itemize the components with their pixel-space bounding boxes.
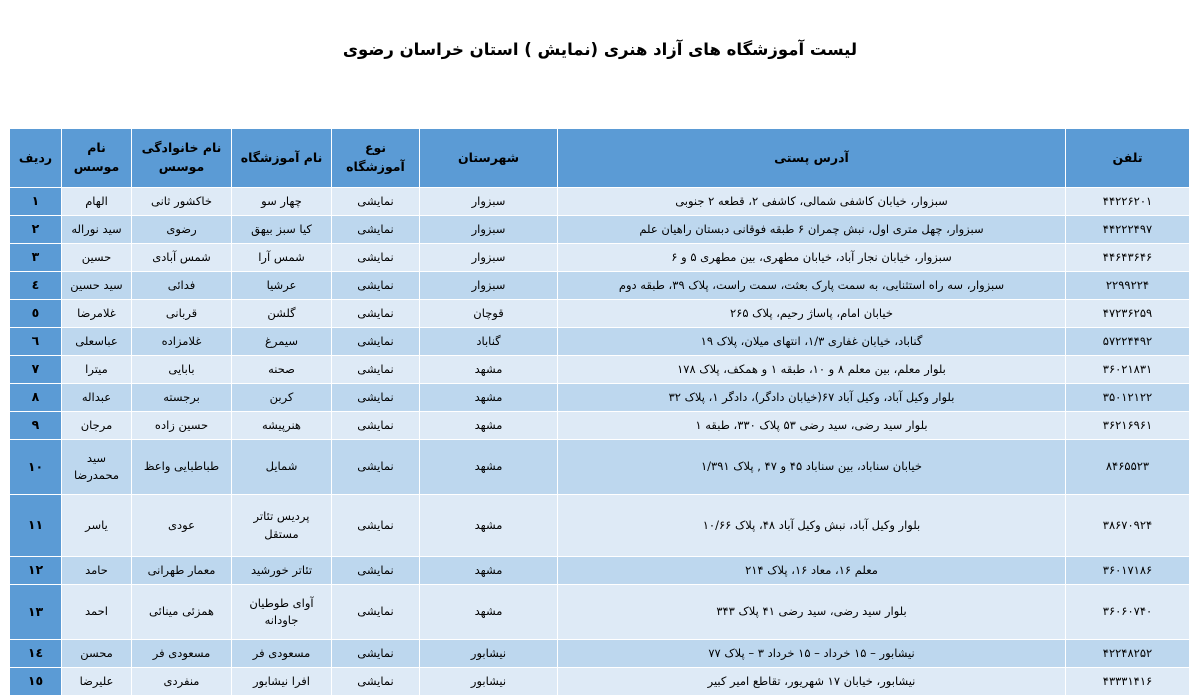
cell-radif: ۱۰	[10, 440, 62, 495]
cell-phone: ۴۴۶۴۳۶۴۶	[1066, 244, 1190, 272]
cell-address: سبزوار، سه راه استثنایی، به سمت پارک بعثت، سمت راست، پلاک ۳۹، طبقه دوم	[558, 272, 1066, 300]
cell-founder-last-name: شمس آبادی	[132, 244, 232, 272]
cell-radif: ۹	[10, 412, 62, 440]
schools-table	[9, 128, 1190, 696]
cell-address: خیابان سناباد، بین سناباد ۴۵ و ۴۷ , پلاک ۱/۳۹۱	[558, 440, 1066, 495]
cell-founder-last-name: رضوی	[132, 216, 232, 244]
cell-address: خیابان امام، پاساژ رحیم، پلاک ۲۶۵	[558, 300, 1066, 328]
cell-city: گناباد	[420, 328, 558, 356]
cell-radif: ۸	[10, 384, 62, 412]
column-header-phone: تلفن	[1066, 129, 1190, 188]
cell-address: نیشابور – ۱۵ خرداد – ۱۵ خرداد ۳ – پلاک ۷۷	[558, 640, 1066, 668]
cell-school-name: شمایل	[232, 440, 332, 495]
cell-founder-last-name: حسین زاده	[132, 412, 232, 440]
cell-school-name: عرشیا	[232, 272, 332, 300]
cell-school-name: صحنه	[232, 356, 332, 384]
cell-founder-last-name: غلامزاده	[132, 328, 232, 356]
cell-city: نیشابور	[420, 640, 558, 668]
cell-school-name: هنرپیشه	[232, 412, 332, 440]
cell-school-name: گلشن	[232, 300, 332, 328]
cell-school-type: نمایشی	[332, 440, 420, 495]
column-header-address: آدرس پستی	[558, 129, 1066, 188]
cell-school-type: نمایشی	[332, 356, 420, 384]
cell-phone: ۵۷۲۲۴۴۹۲	[1066, 328, 1190, 356]
cell-city: مشهد	[420, 412, 558, 440]
cell-school-name: آوای طوطیان جاودانه	[232, 585, 332, 640]
cell-city: مشهد	[420, 557, 558, 585]
cell-city: سبزوار	[420, 244, 558, 272]
cell-founder-last-name: معمار طهرانی	[132, 557, 232, 585]
cell-school-type: نمایشی	[332, 557, 420, 585]
cell-founder-first-name: حامد	[62, 557, 132, 585]
cell-city: سبزوار	[420, 272, 558, 300]
cell-phone: ۲۲۹۹۲۲۴	[1066, 272, 1190, 300]
cell-address: بلوار معلم، بین معلم ۸ و ۱۰، طبقه ۱ و همکف، پلاک ۱۷۸	[558, 356, 1066, 384]
cell-radif: ۷	[10, 356, 62, 384]
cell-city: مشهد	[420, 585, 558, 640]
table-header	[10, 129, 1190, 188]
table-row	[10, 188, 1190, 216]
table-row	[10, 412, 1190, 440]
cell-school-name: افرا نیشابور	[232, 668, 332, 696]
cell-phone: ۳۶۰۱۷۱۸۶	[1066, 557, 1190, 585]
cell-school-name: تئاتر خورشید	[232, 557, 332, 585]
column-header-first-name: نام موسس	[62, 129, 132, 188]
cell-school-name: پردیس تئاتر مستقل	[232, 495, 332, 557]
cell-school-type: نمایشی	[332, 300, 420, 328]
cell-radif: ٥	[10, 300, 62, 328]
cell-founder-last-name: بابایی	[132, 356, 232, 384]
cell-radif: ۱٤	[10, 640, 62, 668]
cell-phone: ۳۶۰۶۰۷۴۰	[1066, 585, 1190, 640]
cell-founder-first-name: سید محمدرضا	[62, 440, 132, 495]
cell-phone: ۳۸۶۷۰۹۲۴	[1066, 495, 1190, 557]
cell-founder-last-name: برجسته	[132, 384, 232, 412]
cell-radif: ۱۲	[10, 557, 62, 585]
cell-city: مشهد	[420, 384, 558, 412]
cell-address: معلم ۱۶، معاد ۱۶، پلاک ۲۱۴	[558, 557, 1066, 585]
table-row	[10, 495, 1190, 557]
table-row	[10, 328, 1190, 356]
cell-school-name: کربن	[232, 384, 332, 412]
cell-founder-last-name: قربانی	[132, 300, 232, 328]
cell-founder-first-name: میترا	[62, 356, 132, 384]
table-row	[10, 585, 1190, 640]
cell-founder-first-name: سید نوراله	[62, 216, 132, 244]
column-header-city: شهرستان	[420, 129, 558, 188]
cell-school-name: شمس آرا	[232, 244, 332, 272]
cell-school-type: نمایشی	[332, 188, 420, 216]
table-row	[10, 356, 1190, 384]
cell-founder-first-name: مرجان	[62, 412, 132, 440]
cell-founder-first-name: حسین	[62, 244, 132, 272]
cell-school-type: نمایشی	[332, 216, 420, 244]
cell-city: مشهد	[420, 356, 558, 384]
cell-founder-last-name: همزئی مینائی	[132, 585, 232, 640]
cell-city: مشهد	[420, 495, 558, 557]
column-header-school-name: نام آموزشگاه	[232, 129, 332, 188]
cell-founder-first-name: عباسعلی	[62, 328, 132, 356]
cell-school-type: نمایشی	[332, 272, 420, 300]
table-row	[10, 384, 1190, 412]
cell-phone: ۳۵۰۱۲۱۲۲	[1066, 384, 1190, 412]
cell-city: نیشابور	[420, 668, 558, 696]
table-row	[10, 216, 1190, 244]
table-row	[10, 244, 1190, 272]
cell-radif: ۱۳	[10, 585, 62, 640]
cell-school-type: نمایشی	[332, 668, 420, 696]
cell-address: سبزوار، خیابان کاشفی شمالی، کاشفی ۲، قطعه ۲ جنوبی	[558, 188, 1066, 216]
cell-radif: ٤	[10, 272, 62, 300]
cell-founder-first-name: یاسر	[62, 495, 132, 557]
cell-radif: ۲	[10, 216, 62, 244]
cell-phone: ۴۴۲۲۶۲۰۱	[1066, 188, 1190, 216]
cell-radif: ۱۱	[10, 495, 62, 557]
table-row	[10, 272, 1190, 300]
cell-phone: ۴۴۲۲۲۴۹۷	[1066, 216, 1190, 244]
table-row	[10, 640, 1190, 668]
cell-phone: ۳۶۲۱۶۹۶۱	[1066, 412, 1190, 440]
cell-school-name: مسعودی فر	[232, 640, 332, 668]
cell-school-type: نمایشی	[332, 328, 420, 356]
cell-radif: ۳	[10, 244, 62, 272]
table-row	[10, 557, 1190, 585]
cell-founder-first-name: عبداله	[62, 384, 132, 412]
cell-phone: ۴۷۲۳۶۲۵۹	[1066, 300, 1190, 328]
table-container	[10, 128, 1190, 696]
page-title: لیست آموزشگاه های آزاد هنری (نمایش ) استان خراسان رضوی	[342, 40, 858, 59]
cell-address: نیشابور، خیابان ۱۷ شهریور، تقاطع امیر کبیر	[558, 668, 1066, 696]
cell-school-name: چهار سو	[232, 188, 332, 216]
cell-phone: ۸۴۶۵۵۲۳	[1066, 440, 1190, 495]
cell-city: سبزوار	[420, 188, 558, 216]
table-row	[10, 300, 1190, 328]
cell-founder-first-name: الهام	[62, 188, 132, 216]
cell-founder-first-name: غلامرضا	[62, 300, 132, 328]
cell-school-type: نمایشی	[332, 244, 420, 272]
cell-founder-last-name: فدائی	[132, 272, 232, 300]
header-row	[10, 129, 1190, 188]
column-header-radif: ردیف	[10, 129, 62, 188]
cell-address: گناباد، خیابان غفاری ۱/۳، انتهای میلان، پلاک ۱۹	[558, 328, 1066, 356]
cell-school-name: سیمرغ	[232, 328, 332, 356]
table-row	[10, 668, 1190, 696]
cell-founder-last-name: عودی	[132, 495, 232, 557]
cell-radif: ۱٥	[10, 668, 62, 696]
cell-radif: ۱	[10, 188, 62, 216]
cell-address: سبزوار، چهل متری اول، نبش چمران ۶ طبقه فوقانی دبستان راهیان علم	[558, 216, 1066, 244]
cell-founder-last-name: منفردی	[132, 668, 232, 696]
cell-school-type: نمایشی	[332, 412, 420, 440]
cell-phone: ۴۳۳۳۱۴۱۶	[1066, 668, 1190, 696]
cell-school-type: نمایشی	[332, 384, 420, 412]
table-row	[10, 440, 1190, 495]
cell-school-type: نمایشی	[332, 640, 420, 668]
cell-address: بلوار سید رضی، سید رضی ۴۱ پلاک ۳۴۳	[558, 585, 1066, 640]
cell-address: بلوار وکیل آباد، نبش وکیل آباد ۴۸، پلاک ۱۰/۶۶	[558, 495, 1066, 557]
cell-city: قوچان	[420, 300, 558, 328]
cell-phone: ۳۶۰۲۱۸۳۱	[1066, 356, 1190, 384]
cell-founder-last-name: خاکشور ثانی	[132, 188, 232, 216]
cell-phone: ۴۲۲۴۸۲۵۲	[1066, 640, 1190, 668]
cell-address: بلوار وکیل آباد، وکیل آباد ۶۷(خیابان دادگر)، دادگر ۱، پلاک ۳۲	[558, 384, 1066, 412]
column-header-school-type: نوع آموزشگاه	[332, 129, 420, 188]
cell-founder-last-name: طباطبایی واعظ	[132, 440, 232, 495]
cell-founder-last-name: مسعودی فر	[132, 640, 232, 668]
cell-address: بلوار سید رضی، سید رضی ۵۳ پلاک ۳۳۰، طبقه ۱	[558, 412, 1066, 440]
cell-founder-first-name: احمد	[62, 585, 132, 640]
table-body	[10, 188, 1190, 696]
cell-founder-first-name: محسن	[62, 640, 132, 668]
cell-founder-first-name: علیرضا	[62, 668, 132, 696]
column-header-last-name: نام خانوادگی موسس	[132, 129, 232, 188]
cell-radif: ٦	[10, 328, 62, 356]
cell-address: سبزوار، خیابان نجار آباد، خیابان مطهری، بین مطهری ۵ و ۶	[558, 244, 1066, 272]
cell-founder-first-name: سید حسین	[62, 272, 132, 300]
cell-school-type: نمایشی	[332, 585, 420, 640]
cell-school-type: نمایشی	[332, 495, 420, 557]
cell-city: سبزوار	[420, 216, 558, 244]
cell-city: مشهد	[420, 440, 558, 495]
cell-school-name: کیا سبز بیهق	[232, 216, 332, 244]
